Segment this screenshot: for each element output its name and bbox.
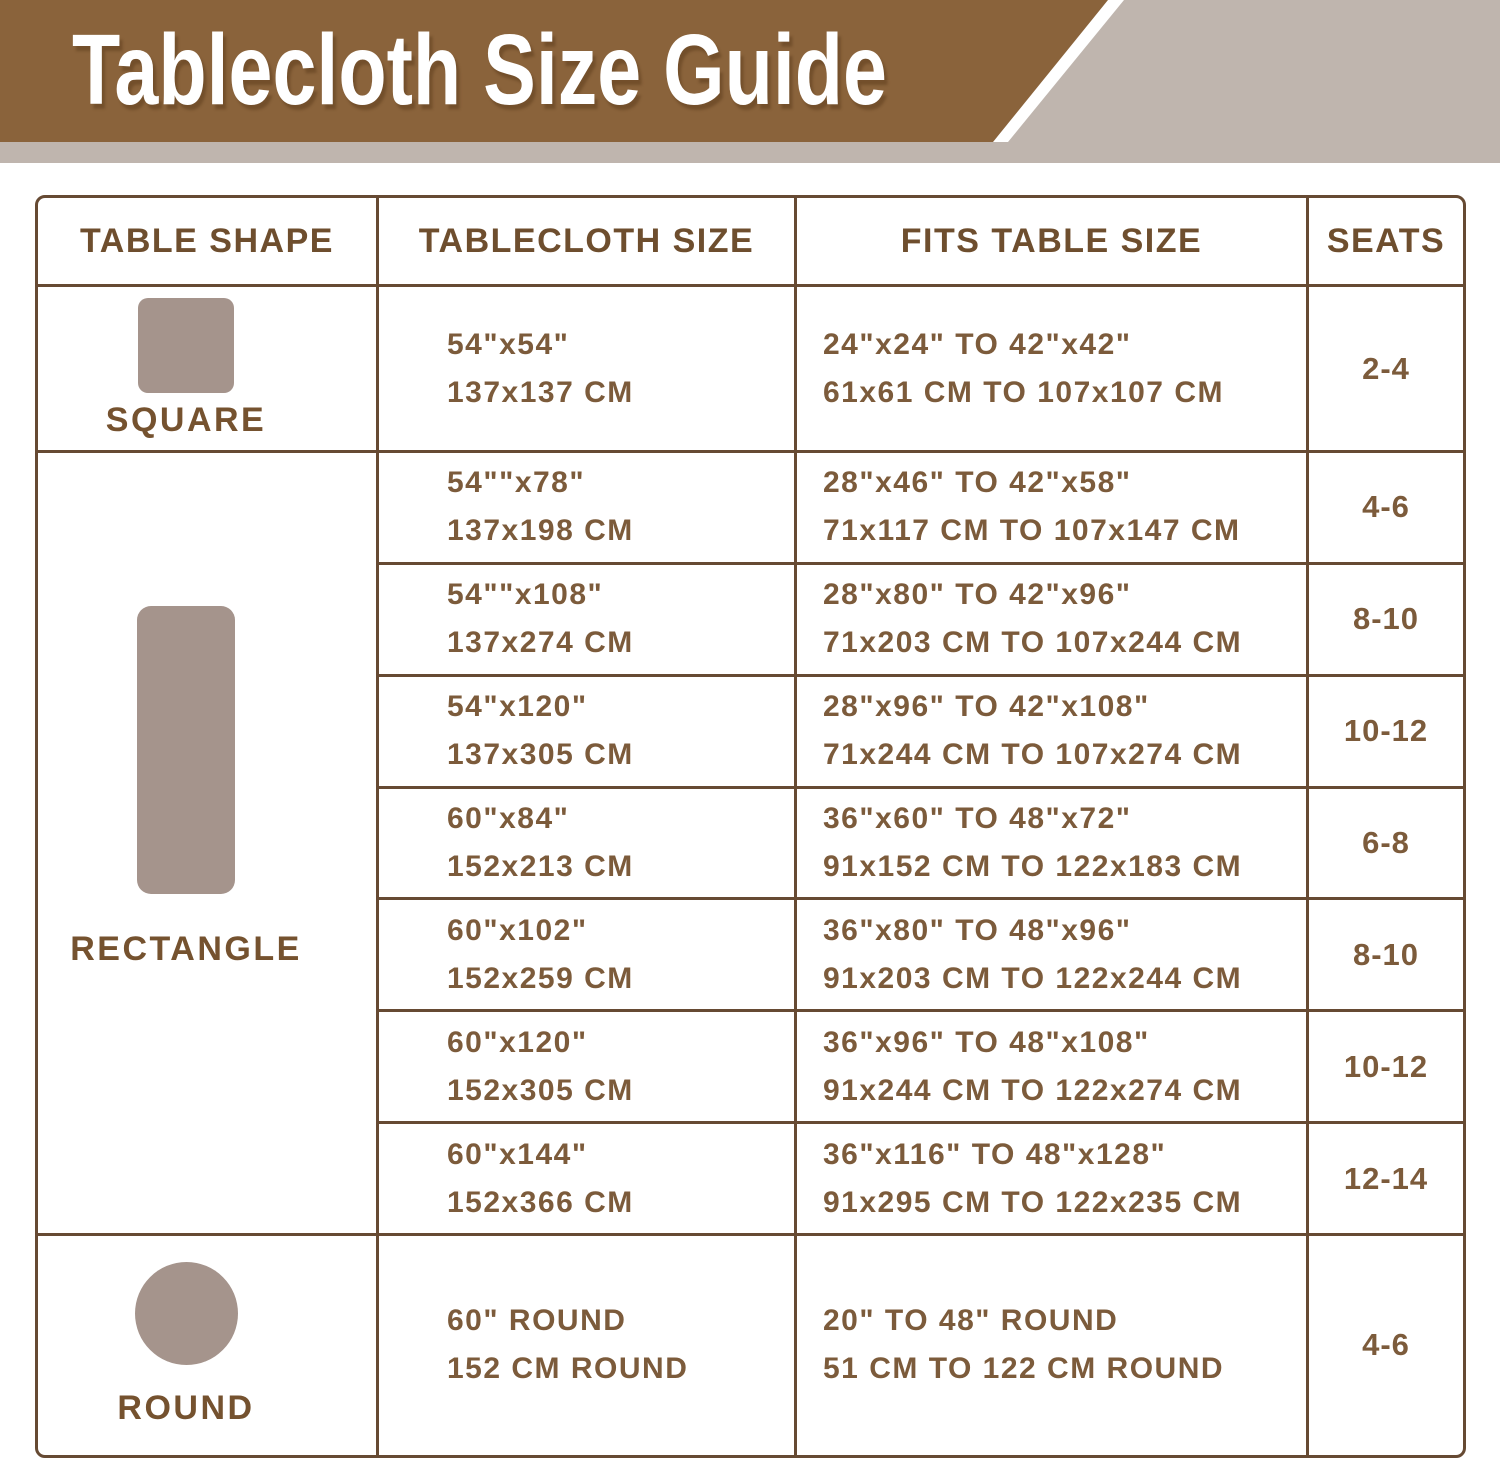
cloth-size-inches: 54""x108": [447, 578, 604, 612]
round-shape-icon: [135, 1262, 238, 1365]
column-header-seats: SEATS: [1306, 198, 1463, 284]
cloth-size-cell: [376, 1009, 794, 1121]
shape-label-square: SQUARE: [105, 400, 267, 439]
cloth-size-inches: 60"x144": [447, 1137, 588, 1171]
fits-size-inches: 28"x96" TO 42"x108": [823, 690, 1150, 724]
cloth-size-inches: 54"x120": [447, 690, 588, 724]
cloth-size-cm: 152x305 CM: [447, 1073, 634, 1107]
shape-cell-round: [38, 1233, 376, 1455]
cloth-size-inches: 60"x120": [447, 1025, 588, 1059]
fits-size-cell: [794, 1121, 1306, 1233]
fits-size-inches: 28"x80" TO 42"x96": [823, 578, 1132, 612]
cloth-size-cell: [376, 450, 794, 562]
fits-size-cell: [794, 284, 1306, 450]
fits-size-cell: [794, 562, 1306, 674]
fits-size-cm: 51 CM TO 122 CM ROUND: [823, 1352, 1225, 1386]
size-guide-table: [35, 195, 1466, 1458]
fits-size-cell: [794, 450, 1306, 562]
fits-size-cell: [794, 1009, 1306, 1121]
fits-size-cm: 91x203 CM TO 122x244 CM: [823, 961, 1243, 995]
cloth-size-cm: 137x137 CM: [447, 375, 634, 409]
fits-size-cm: 71x244 CM TO 107x274 CM: [823, 738, 1243, 772]
page-title: Tablecloth Size Guide: [72, 14, 887, 126]
cloth-size-cm: 152x366 CM: [447, 1185, 634, 1219]
shape-cell-square: [38, 284, 376, 450]
cloth-size-cm: 152 CM ROUND: [447, 1352, 689, 1386]
fits-size-inches: 36"x80" TO 48"x96": [823, 913, 1132, 947]
cloth-size-cell: [376, 897, 794, 1009]
cloth-size-inches: 60" ROUND: [447, 1304, 627, 1338]
seats-cell: 10-12: [1306, 674, 1463, 786]
cloth-size-inches: 54"x54": [447, 327, 570, 361]
fits-size-cell: [794, 674, 1306, 786]
fits-size-cm: 61x61 CM TO 107x107 CM: [823, 375, 1224, 409]
fits-size-cell: [794, 786, 1306, 898]
cloth-size-cell: [376, 284, 794, 450]
seats-cell: 10-12: [1306, 1009, 1463, 1121]
fits-size-inches: 36"x60" TO 48"x72": [823, 801, 1132, 835]
seats-cell: 12-14: [1306, 1121, 1463, 1233]
shape-cell-rectangle: [38, 450, 376, 1233]
fits-size-inches: 24"x24" TO 42"x42": [823, 327, 1132, 361]
rectangle-shape-icon: [137, 606, 235, 894]
shape-label-round: ROUND: [117, 1389, 255, 1428]
cloth-size-cell: [376, 786, 794, 898]
cloth-size-cell: [376, 562, 794, 674]
seats-cell: 4-6: [1306, 1233, 1463, 1455]
fits-size-inches: 20" TO 48" ROUND: [823, 1304, 1119, 1338]
shape-label-rectangle: RECTANGLE: [70, 930, 302, 969]
fits-size-inches: 28"x46" TO 42"x58": [823, 466, 1132, 500]
cloth-size-inches: 60"x84": [447, 801, 570, 835]
seats-cell: 4-6: [1306, 450, 1463, 562]
cloth-size-cm: 152x213 CM: [447, 849, 634, 883]
fits-size-cm: 71x117 CM TO 107x147 CM: [823, 514, 1241, 548]
seats-cell: 2-4: [1306, 284, 1463, 450]
fits-size-inches: 36"x96" TO 48"x108": [823, 1025, 1150, 1059]
column-header-fits-table-size: FITS TABLE SIZE: [794, 198, 1306, 284]
cloth-size-cm: 137x305 CM: [447, 738, 634, 772]
fits-size-cell: [794, 1233, 1306, 1455]
seats-cell: 8-10: [1306, 562, 1463, 674]
column-header-table-shape: TABLE SHAPE: [80, 221, 334, 260]
cloth-size-inches: 54""x78": [447, 466, 586, 500]
cloth-size-cm: 152x259 CM: [447, 961, 634, 995]
seats-cell: 6-8: [1306, 786, 1463, 898]
square-shape-icon: [138, 298, 234, 393]
cloth-size-inches: 60"x102": [447, 913, 588, 947]
fits-size-cm: 71x203 CM TO 107x244 CM: [823, 626, 1243, 660]
header-banner: [0, 0, 1500, 163]
cloth-size-cm: 137x198 CM: [447, 514, 634, 548]
fits-size-cell: [794, 897, 1306, 1009]
cloth-size-cell: [376, 1233, 794, 1455]
seats-cell: 8-10: [1306, 897, 1463, 1009]
fits-size-cm: 91x244 CM TO 122x274 CM: [823, 1073, 1243, 1107]
fits-size-cm: 91x295 CM TO 122x235 CM: [823, 1185, 1243, 1219]
fits-size-cm: 91x152 CM TO 122x183 CM: [823, 849, 1243, 883]
cloth-size-cm: 137x274 CM: [447, 626, 634, 660]
fits-size-inches: 36"x116" TO 48"x128": [823, 1137, 1167, 1171]
cloth-size-cell: [376, 674, 794, 786]
column-header-tablecloth-size: TABLECLOTH SIZE: [376, 198, 794, 284]
cloth-size-cell: [376, 1121, 794, 1233]
